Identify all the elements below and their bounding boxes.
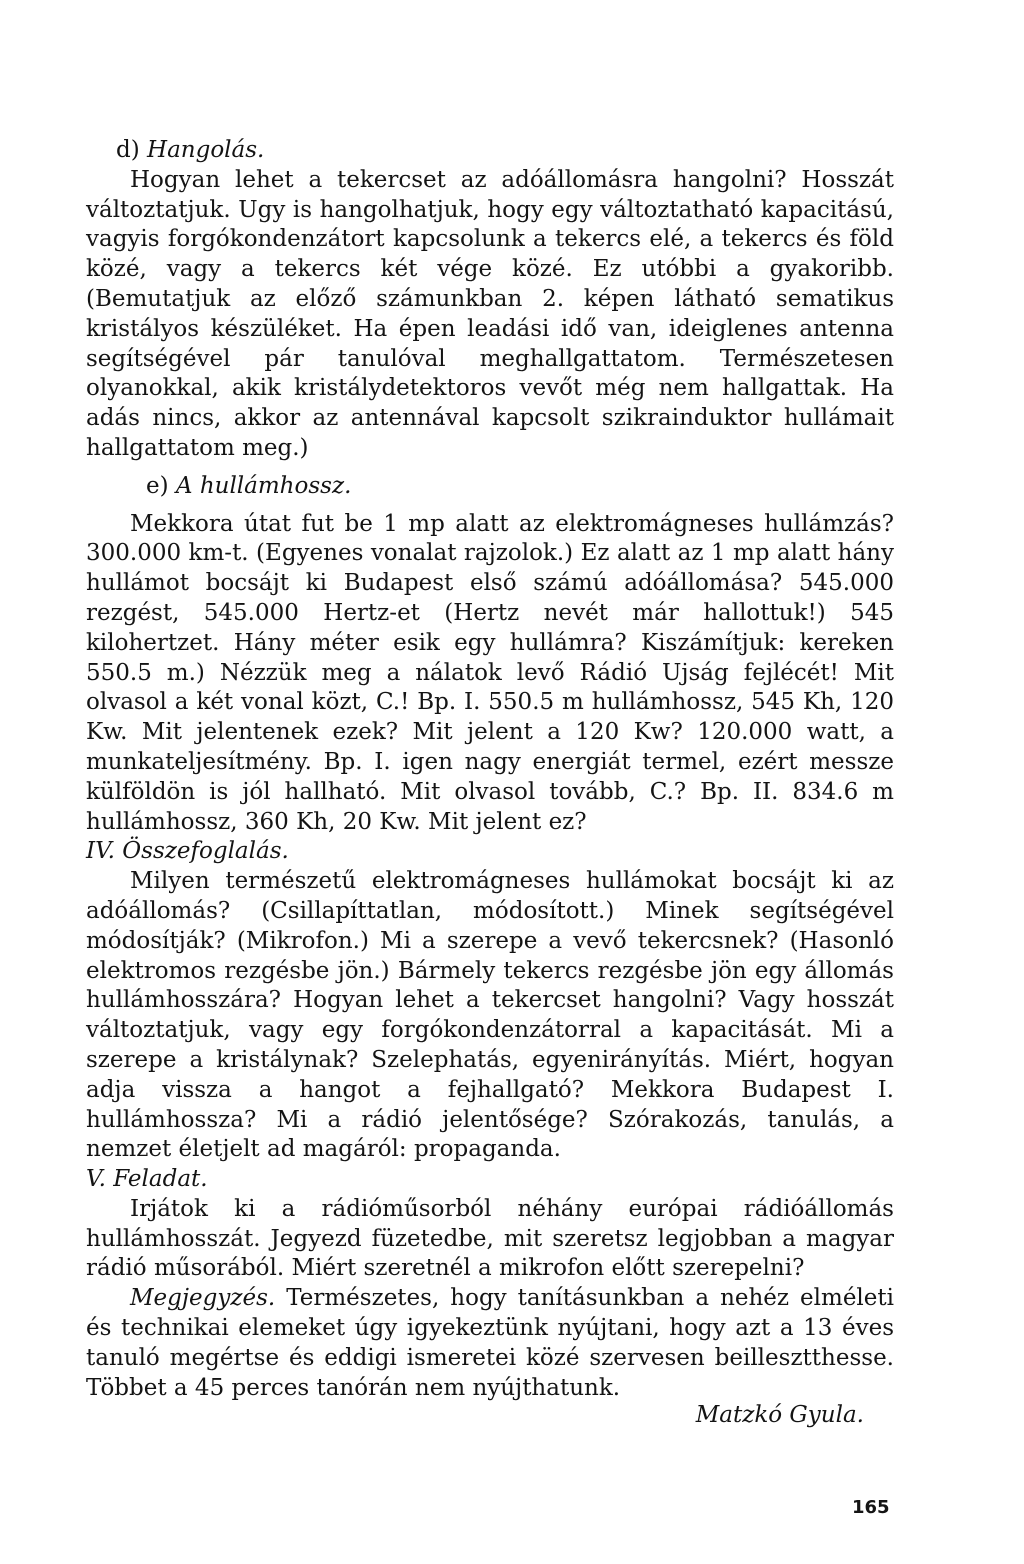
page-number: 165 xyxy=(852,1497,890,1518)
section-e-label: e) xyxy=(146,472,176,499)
section-iv-title: IV. Összefoglalás. xyxy=(86,838,289,865)
section-d-title: Hangolás. xyxy=(147,137,265,163)
note-title: Megjegyzés. xyxy=(130,1285,276,1312)
section-iv-body: Milyen természetű elektromágneses hullámokat bocsájt ki az adóállomás? (Csillapíttatlan, módosított.) Minek segítségével módosítják? (Mikrofon.) Mi a szerepe a vevő tekercsnek? (Hasonló elektromos rezgésbe jön.) Bármely tekercs rezgésbe jön egy állomás hullámhosszára? Hogyan lehet a tekercset hangolni? Vagy hosszát változtatjuk, vagy egy forgókondenzátorral a kapacitását. Mi a szerepe a kristálynak? Szelephatás, egyenirányítás. Miért, hogyan adja vissza a hangot a fejhallgató? Mekkora Budapest I. hullámhossza? Mi a rádió jelentősége? Szórakozás, tanulás, a nemzet életjelt ad magáról: propaganda. xyxy=(86,868,894,1163)
section-d-body: Hogyan lehet a tekercset az adóállomásra hangolni? Hosszát változtatjuk. Ugy is hangolhatjuk, hogy egy változtatható kapacitású, vagyis forgókondenzátort kapcsolunk a tekercs elé, a tekercs és föld közé, vagy a tekercs két vége közé. Ez utóbbi a gyakoribb. (Bemutatjuk az előző számunkban 2. képen látható sematikus kristályos készüléket. Ha épen leadási idő van, ideiglenes antenna segítségével pár tanulóval meghallgattatom. Természetesen olyanokkal, akik kristálydetektoros vevőt még nem hallgattak. Ha adás nincs, akkor az antennával kapcsolt szikrainduktor hullámait hallgattatom meg.) xyxy=(86,166,894,461)
section-e-heading xyxy=(86,472,894,502)
note-paragraph xyxy=(86,1284,894,1403)
article-text xyxy=(86,136,894,1403)
section-v-body: Irjátok ki a rádióműsorból néhány európai rádióállomás hullámhosszát. Jegyezd füzetedbe, mit szeretsz legjobban a magyar rádió műsorából. Miért szeretnél a mikrofon előtt szerepelni? xyxy=(86,1195,894,1282)
section-v-title: V. Feladat. xyxy=(86,1166,208,1193)
section-d-heading xyxy=(86,136,894,166)
section-d-label: d) xyxy=(116,137,148,163)
note-body: Természetes, hogy tanításunkban a nehéz elméleti és technikai elemeket úgy igyekeztünk nyújtani, hogy azt a 13 éves tanuló megértse és eddigi ismeretei közé szervesen beillesztthesse. Többet a 45 perces tanórán nem nyújthatunk. xyxy=(86,1285,894,1401)
author-signature: Matzkó Gyula. xyxy=(695,1402,864,1428)
section-e-title: A hullámhossz. xyxy=(175,472,352,499)
section-e-body: Mekkora útat fut be 1 mp alatt az elektromágneses hullámzás? 300.000 km-t. (Egyenes vonalat rajzolok.) Ez alatt az 1 mp alatt hány hullámot bocsájt ki Budapest első számú adóállomása? 545.000 rezgést, 545.000 Hertz-et (Hertz nevét már hallottuk!) 545 kilohertzet. Hány méter esik egy hullámra? Kiszámítjuk: kereken 550.5 m.) Nézzük meg a nálatok levő Rádió Ujság fejlécét! Mit olvasol a két vonal közt, C.! Bp. I. 550.5 m hullámhossz, 545 Kh, 120 Kw. Mit jelentenek ezek? Mit jelent a 120 Kw? 120.000 watt, a munkateljesítmény. Bp. I. igen nagy energiát termel, ezért messze külföldön is jól hallható. Mit olvasol tovább, C.? Bp. II. 834.6 m hullámhossz, 360 Kh, 20 Kw. Mit jelent ez? xyxy=(86,510,894,835)
